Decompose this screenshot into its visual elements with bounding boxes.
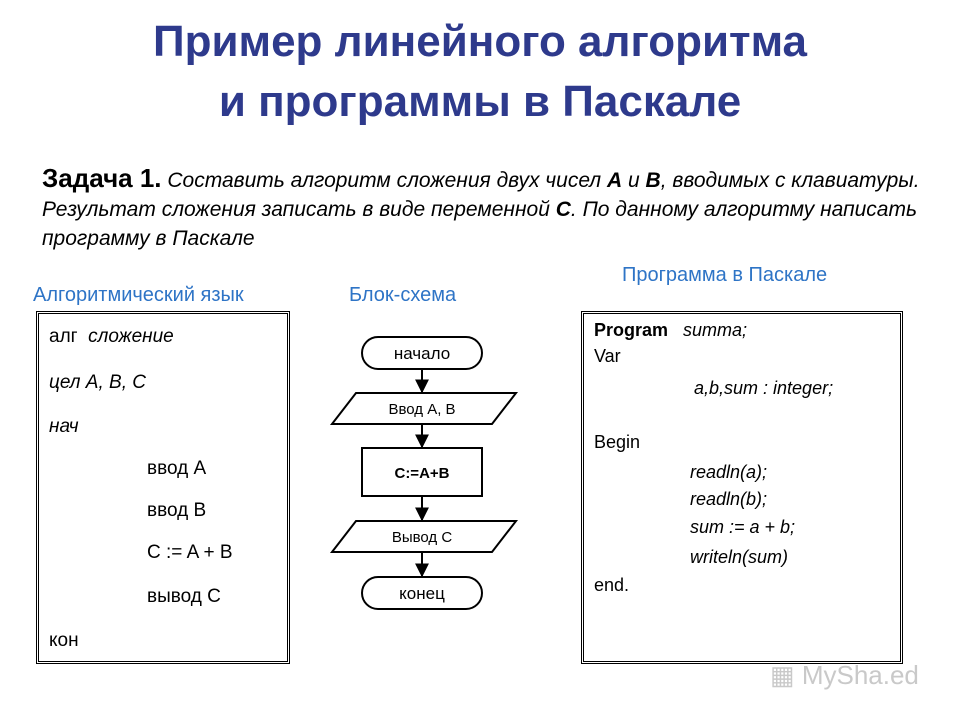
watermark-text: MySha.ed <box>801 660 919 690</box>
presentation-icon: ▦ <box>770 660 795 690</box>
pascal-program-keyword: Program <box>594 320 669 340</box>
task-var-c: C <box>555 198 571 221</box>
task-text-1: Составить алгоритм сложения двух чисел <box>161 169 607 192</box>
algo-line-input-b: ввод B <box>147 500 207 521</box>
header-algo-language: Алгоритмический язык <box>33 284 244 306</box>
pascal-line-program <box>594 320 747 341</box>
pascal-stmt-sum: sum := a + b; <box>690 517 796 537</box>
task-var-a: A <box>606 169 623 192</box>
pascal-var-keyword: Var <box>594 346 621 366</box>
title-line-1: Пример линейного алгоритма <box>152 17 808 66</box>
pascal-declaration: a,b,sum : integer; <box>694 378 834 398</box>
flow-output-label: Вывод С <box>391 529 453 546</box>
pascal-end-keyword: end. <box>594 575 630 595</box>
flow-process-label: С:=А+В <box>394 465 450 482</box>
algo-line-begin: нач <box>49 416 79 437</box>
task-var-b: B <box>645 169 661 192</box>
pascal-program-name: summa; <box>683 320 748 340</box>
pascal-begin-keyword: Begin <box>594 432 641 452</box>
algo-line-input-a: ввод A <box>147 458 207 479</box>
pascal-stmt-writeln: writeln(sum) <box>690 547 789 567</box>
pascal-stmt-readln-a: readln(a); <box>690 462 768 482</box>
pascal-box <box>581 311 903 664</box>
flow-start-label: начало <box>393 344 451 363</box>
algo-line-decl: цел A, B, C <box>49 372 146 393</box>
pascal-stmt-readln-b: readln(b); <box>690 489 768 509</box>
flow-end-label: конец <box>399 584 445 603</box>
title-line-2: и программы в Паскале <box>218 77 742 126</box>
task-text-3: . По данному алгоритму написать программу в Паскале <box>42 198 918 250</box>
header-pascal-program: Программа в Паскале <box>622 264 828 286</box>
header-flowchart: Блок-схема <box>349 284 457 306</box>
task-label: Задача 1. <box>42 163 162 193</box>
algo-alg-name: сложение <box>88 326 174 347</box>
flow-input-label: Ввод А, В <box>388 401 456 418</box>
algo-line-output: вывод C <box>147 586 221 607</box>
task-text-2: , вводимых с клавиатуры. Результат сложения записать в виде переменной <box>42 169 920 221</box>
algo-alg-keyword: алг <box>49 326 78 347</box>
algo-line-end: кон <box>49 630 79 651</box>
task-text-and: и <box>622 169 646 192</box>
watermark-logo <box>770 660 919 691</box>
algo-line-assign: C := A + B <box>147 542 233 563</box>
